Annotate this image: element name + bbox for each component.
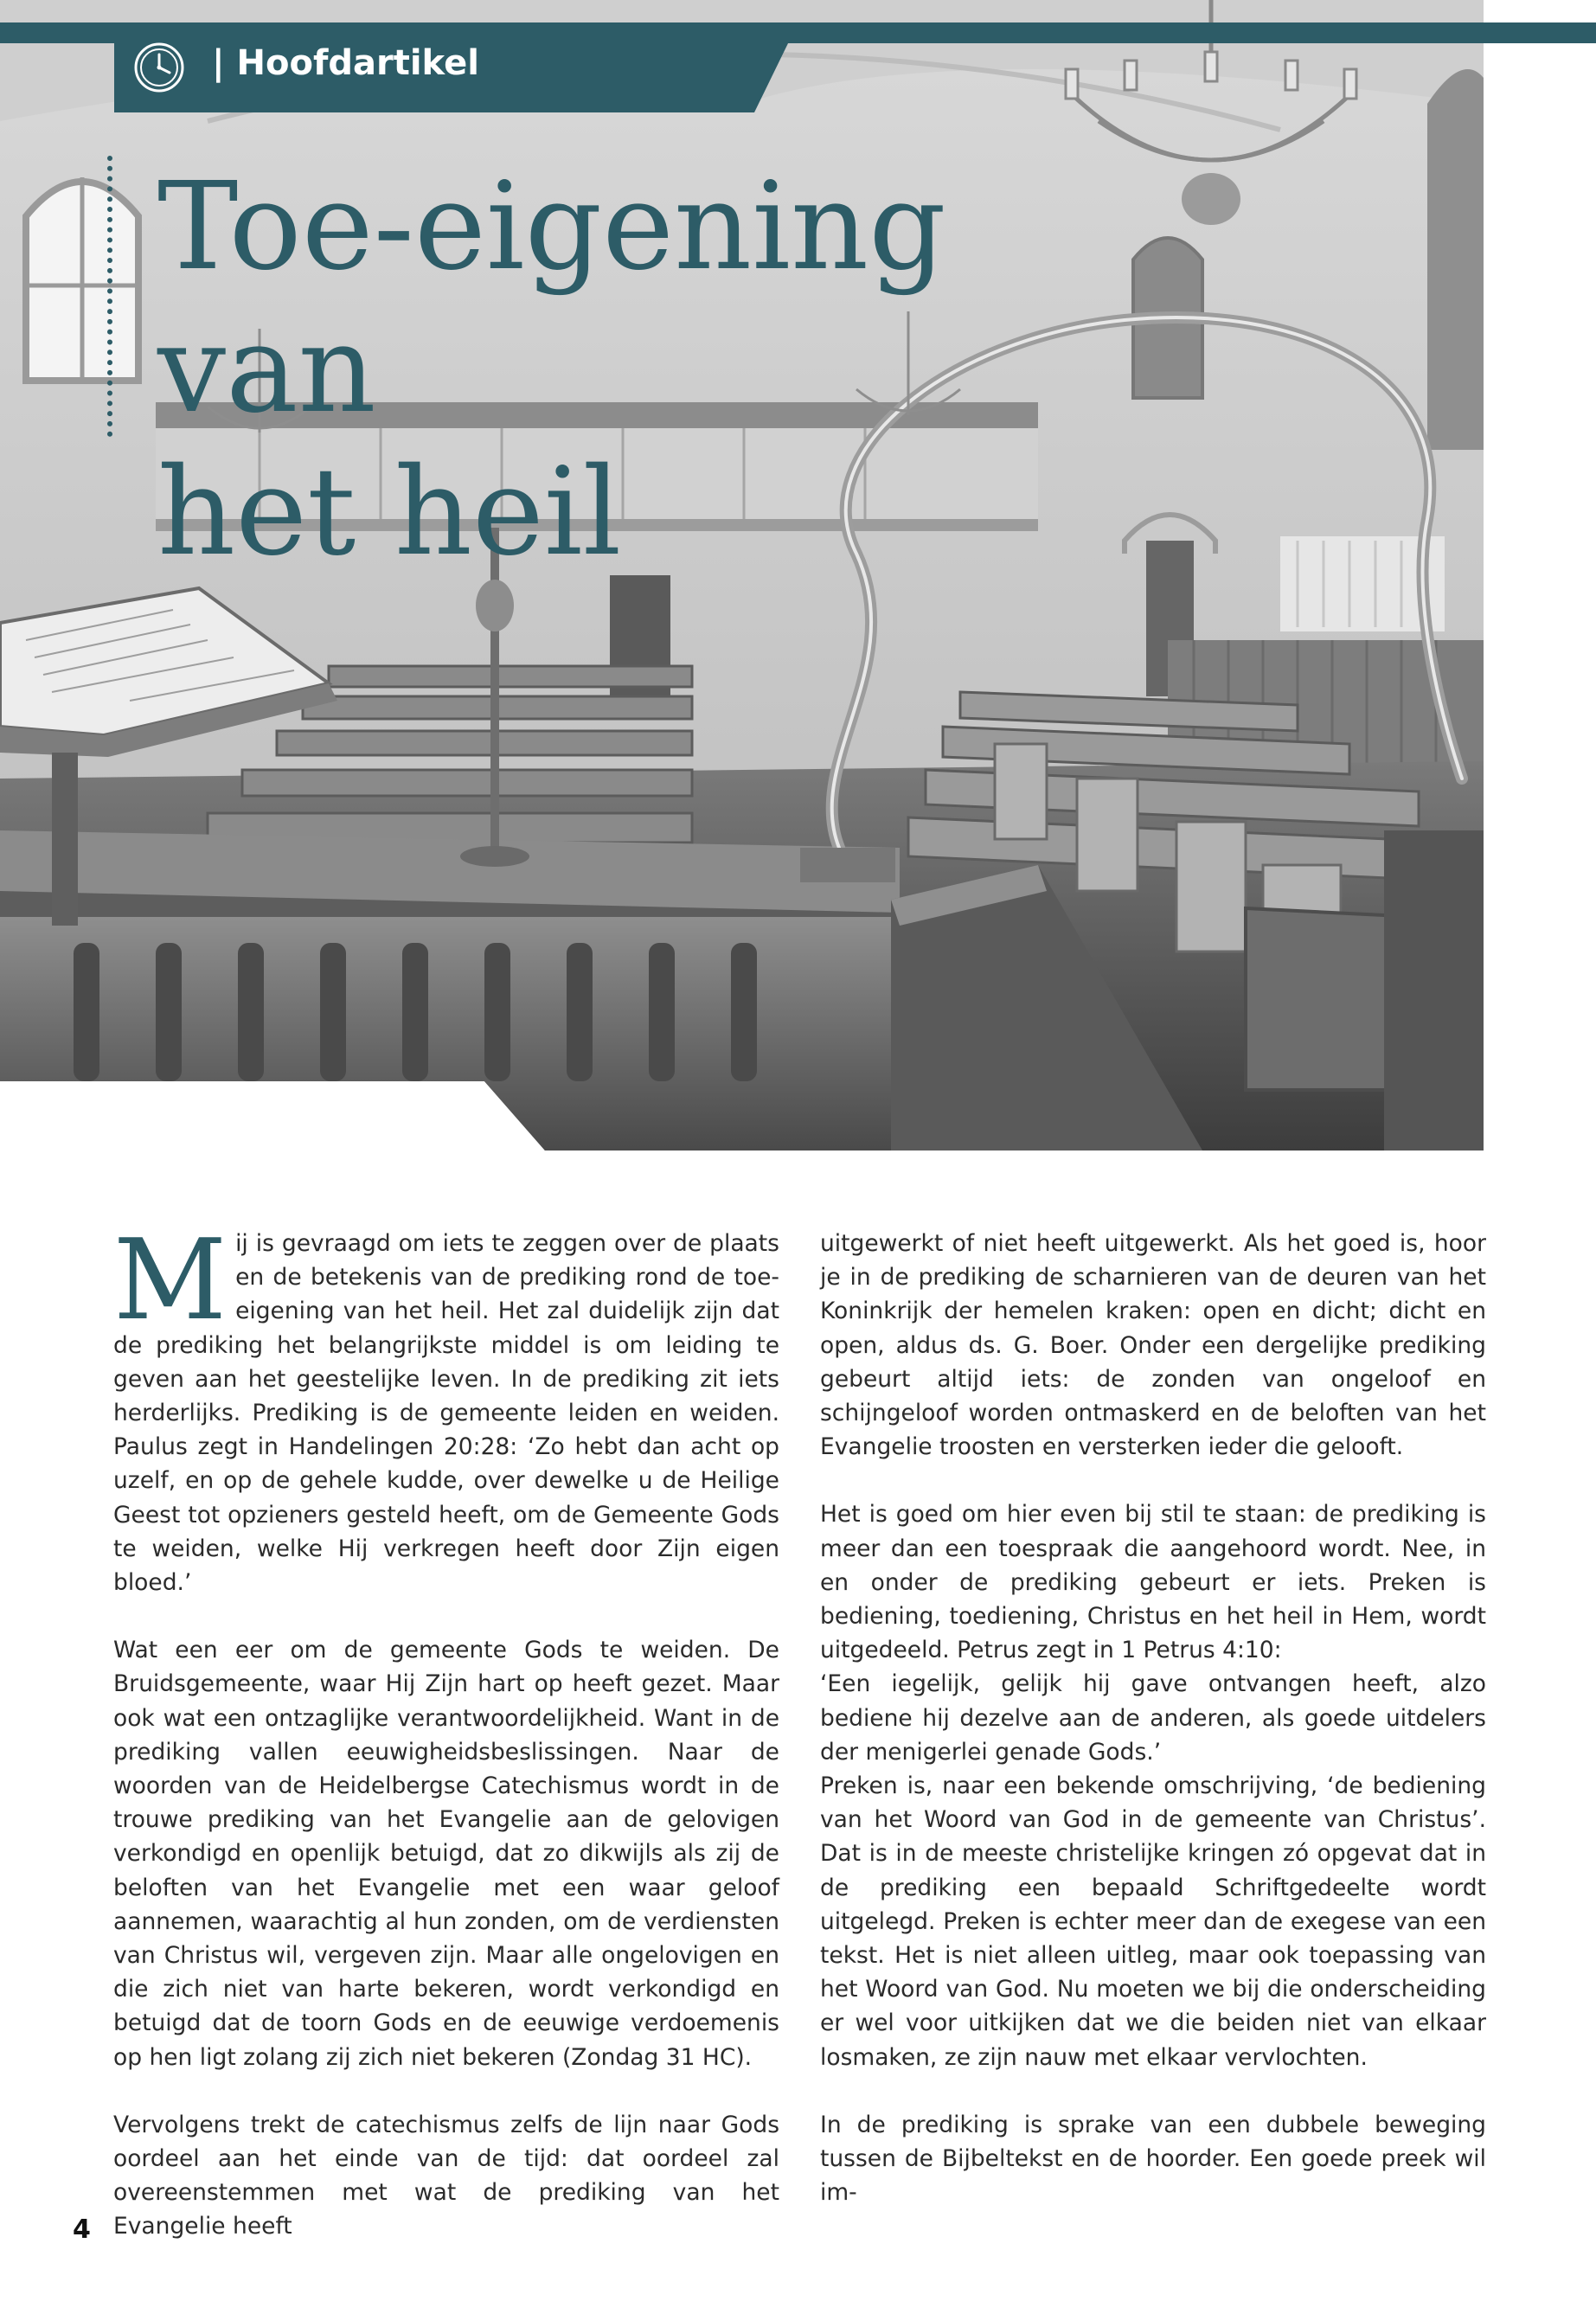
article-column-right: [820, 1227, 1486, 2209]
page-number: 4: [73, 2214, 91, 2245]
article-paragraph: Vervolgens trekt de catechismus zelfs de lijn naar Gods oordeel aan het einde van de tijd: dat oordeel zal overeenstemmen met wat de prediking van het Evangelie heeft: [113, 2111, 779, 2240]
article-quote: ‘Een iegelijk, gelijk hij gave ontvangen heeft, alzo bediene hij dezelve aan de anderen, als goede uitdelers der menigerlei genade Gods.’: [820, 1670, 1486, 1766]
headline-line-1: Toe-eigening van: [157, 157, 946, 440]
article-column-left: [113, 1216, 779, 2244]
article-paragraph: In de prediking is sprake van een dubbele beweging tussen de Bijbeltekst en de hoorder. Een goede preek wil im-: [820, 2111, 1486, 2207]
clock-icon: [131, 40, 187, 95]
article-paragraph: uitgewerkt of niet heeft uitgewerkt. Als het goed is, hoor je in de prediking de scharnieren van de deuren van het Koninkrijk der hemelen kraken: open en dicht; dicht en open, aldus ds. G. Boer. Onder een dergelijke prediking gebeurt altijd iets: de zonden van ongeloof en schijngeloof worden ontmaskerd en de beloften van het Evangelie troosten en versterken ieder die gelooft.: [820, 1230, 1486, 1461]
headline: [157, 156, 1195, 584]
drop-cap: M: [113, 1216, 228, 1345]
article-paragraph: Wat een eer om de gemeente Gods te weiden. De Bruidsgemeente, waar Hij Zijn hart op heeft gezet. Maar ook wat een ontzaglijke verantwoordelijkheid. Want in de prediking vallen eeuwigheidsbeslissingen. Naar de woorden van de Heidelbergse Catechismus wordt in de trouwe prediking van het Evangelie aan de gelovigen verkondigd en openlijk betuigd, dat zo dikwijls als zij de beloften van het Evangelie met een waar geloof aannemen, waarachtig al hun zonden, om de verdiensten van Christus wil, vergeven zijn. Maar alle ongelovigen en die zich niet van harte bekeren, wordt verkondigd en betuigd dat de toorn Gods en de eeuwige verdoemenis op hen ligt zolang zij zich niet bekeren (Zondag 31 HC).: [113, 1637, 779, 2071]
headline-line-2: het heil: [157, 442, 622, 583]
article-paragraph: Preken is, naar een bekende omschrijving, ‘de bediening van het Woord van God in de gemeente van Christus’. Dat is in de meeste christelijke kringen zó opgevat dat in de prediking een bepaald Schriftgedeelte wordt uitgelegd. Preken is echter meer dan de exegese van een tekst. Het is niet alleen uitleg, maar ook toepassing van het Woord van God. Nu moeten we bij die onderscheiding er wel voor uitkijken dat we die beiden niet van elkaar losmaken, ze zijn nauw met elkaar vervlochten.: [820, 1772, 1486, 2071]
paragraph-text: ij is gevraagd om iets te zeggen over de plaats en de betekenis van de prediking rond de toe-eigening van het heil. Het zal duidelijk zijn dat de prediking het belangrijkste middel is om leiding te geven aan het geestelijke leven. In de prediking zit iets herderlijks. Prediking is de gemeente leiden en weiden. Paulus zegt in Handelingen 20:28: ‘Zo hebt dan acht op uzelf, en op de gehele kudde, over dewelke u de Heilige Geest tot opzieners gesteld heeft, om de Gemeente Gods te weiden, welke Hij verkregen heeft door Zijn eigen bloed.’: [113, 1230, 779, 1597]
article-paragraph: Het is goed om hier even bij stil te staan: de prediking is meer dan een toespraak die aangehoord wordt. Nee, in en onder de prediking gebeurt er iets. Preken is bediening, toediening, Christus en het heil in Hem, wordt uitgedeeld. Petrus zegt in 1 Petrus 4:10:: [820, 1501, 1486, 1664]
section-label: | Hoofdartikel: [212, 43, 479, 83]
dotted-rule: [107, 156, 112, 437]
article-paragraph: [113, 1216, 779, 1599]
